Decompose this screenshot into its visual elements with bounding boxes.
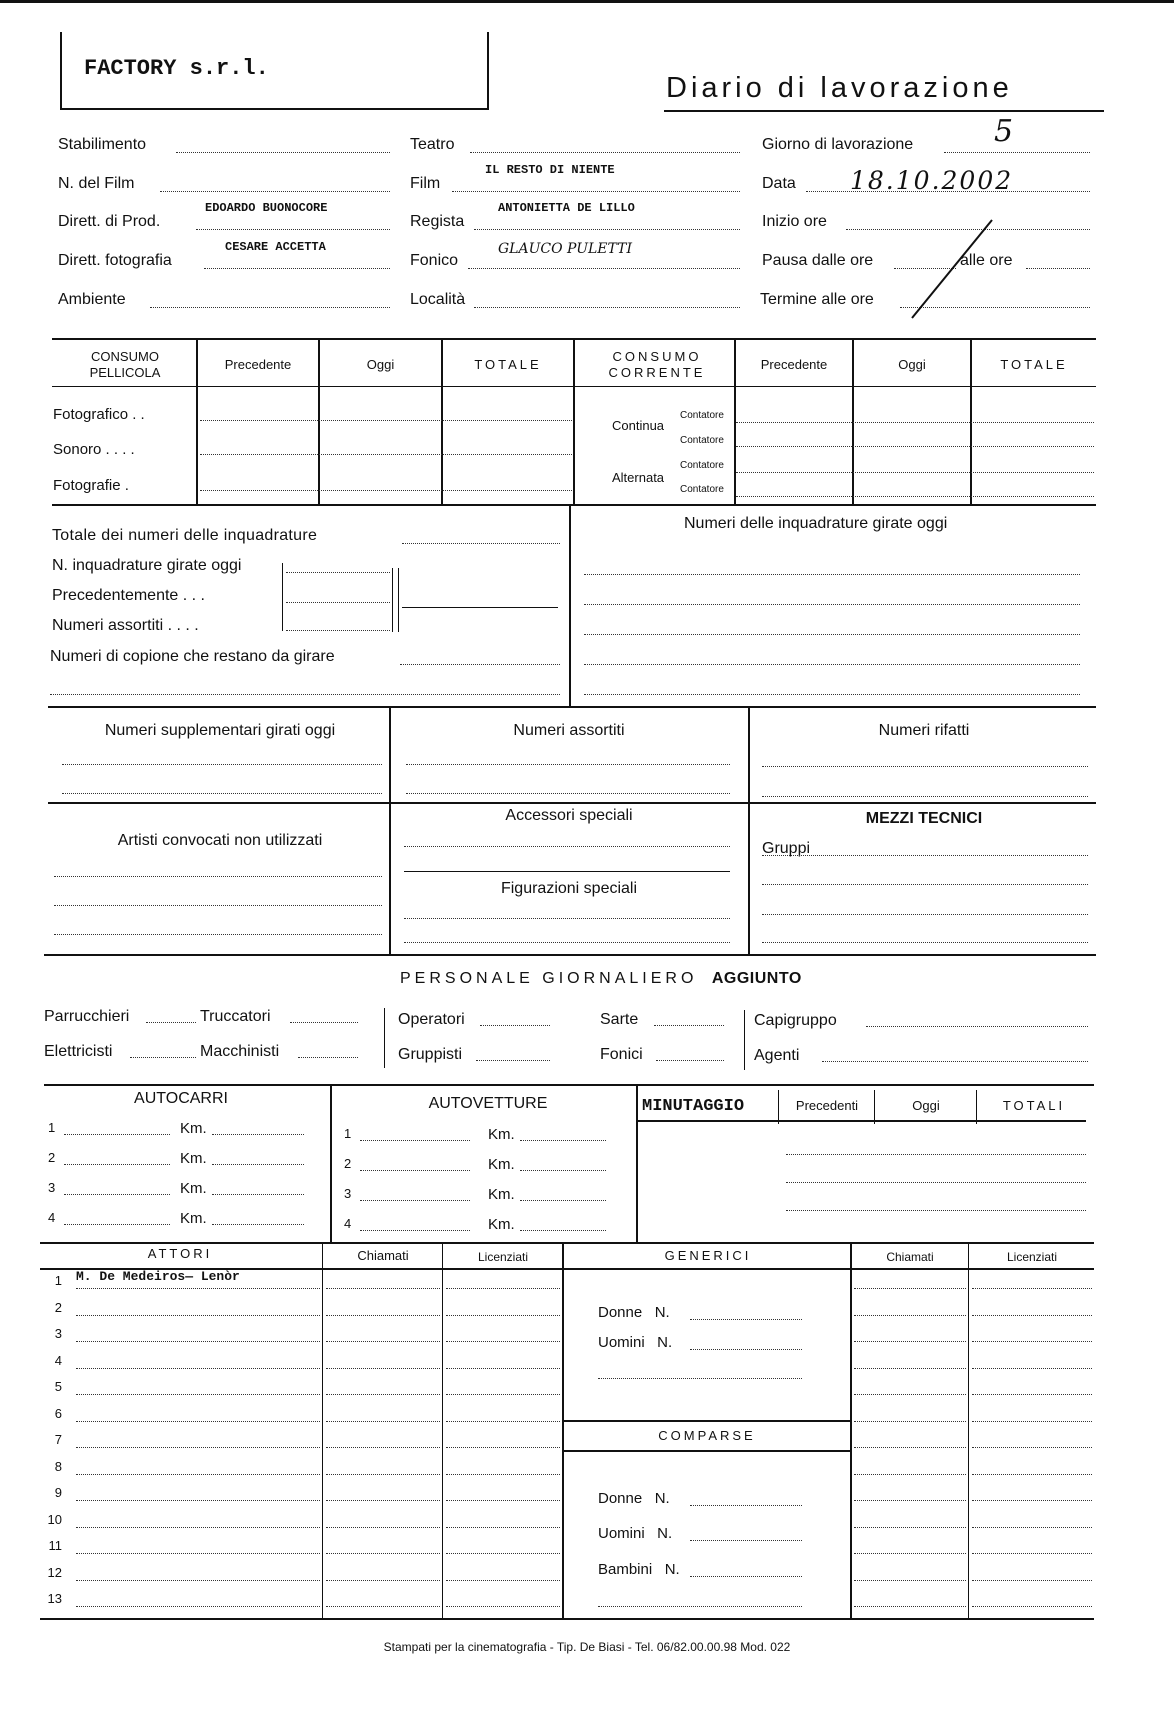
rifatti-line-2[interactable] bbox=[762, 796, 1088, 797]
ambiente-field[interactable] bbox=[150, 307, 390, 308]
autocarro-km-field-2[interactable] bbox=[212, 1164, 304, 1165]
attore-name-field[interactable] bbox=[76, 1474, 320, 1475]
personale-title bbox=[400, 970, 802, 988]
generici-divider-1 bbox=[850, 1242, 852, 1618]
pellicola-line-1[interactable] bbox=[200, 420, 572, 421]
autocarri-label: AUTOCARRI bbox=[134, 1090, 228, 1107]
attore-licenziati-field[interactable] bbox=[446, 1421, 560, 1422]
corrente-line-3[interactable] bbox=[736, 472, 1094, 473]
attori-col-licenziati: Licenziati bbox=[477, 1250, 529, 1264]
agenti-field[interactable] bbox=[822, 1061, 1088, 1062]
termine-label: Termine alle ore bbox=[760, 291, 874, 308]
totale-inquadrature-label: Totale dei numeri delle inquadrature bbox=[52, 527, 318, 544]
fonico-value: GLAUCO PULETTI bbox=[498, 241, 632, 257]
fonici-label: Fonici bbox=[600, 1046, 643, 1063]
minutaggio-line-1[interactable] bbox=[786, 1154, 1086, 1155]
autocarro-num-2: 2 bbox=[48, 1150, 56, 1165]
corrente-continua: Continua bbox=[612, 418, 665, 433]
section-divider-2 bbox=[748, 706, 750, 954]
title-underline bbox=[664, 110, 1104, 112]
corrente-line-2[interactable] bbox=[736, 446, 1094, 447]
accessori-divider bbox=[404, 871, 730, 872]
generici-chiamati-field[interactable] bbox=[854, 1394, 966, 1395]
autovettura-field-4[interactable] bbox=[360, 1230, 470, 1231]
attore-row-number: 5 bbox=[54, 1379, 62, 1394]
assortiti-line-2[interactable] bbox=[406, 793, 730, 794]
teatro-field[interactable] bbox=[470, 152, 740, 153]
veicoli-top-border bbox=[44, 1084, 1094, 1086]
attore-row-number: 7 bbox=[54, 1432, 62, 1447]
generici-licenziati-field[interactable] bbox=[972, 1315, 1092, 1316]
attore-chiamati-field[interactable] bbox=[326, 1527, 440, 1528]
supplementari-label: Numeri supplementari girati oggi bbox=[104, 722, 336, 739]
regista-field[interactable] bbox=[474, 229, 740, 230]
artisti-line-1[interactable] bbox=[54, 876, 382, 877]
alle-ore-field[interactable] bbox=[1026, 268, 1090, 269]
generici-chiamati-field[interactable] bbox=[854, 1553, 966, 1554]
comparse-donne-field[interactable] bbox=[690, 1505, 802, 1506]
agenti-label: Agenti bbox=[754, 1047, 800, 1064]
numeri-girate-line-5[interactable] bbox=[584, 694, 1080, 695]
figurazioni-line-2[interactable] bbox=[404, 942, 730, 943]
sarte-label: Sarte bbox=[600, 1011, 639, 1028]
operatori-label: Operatori bbox=[398, 1011, 465, 1028]
autocarro-field-4[interactable] bbox=[64, 1224, 170, 1225]
generici-uomini-field[interactable] bbox=[690, 1349, 802, 1350]
contatore-2: Contatore bbox=[680, 435, 724, 446]
attori-divider-2 bbox=[442, 1242, 443, 1618]
gruppi-label: Gruppi bbox=[762, 840, 811, 857]
generici-licenziati-field[interactable] bbox=[972, 1394, 1092, 1395]
attore-name-field[interactable] bbox=[76, 1394, 320, 1395]
attori-bottom-border bbox=[40, 1618, 1094, 1620]
attore-name-field[interactable] bbox=[76, 1288, 320, 1289]
minutaggio-col-oggi: Oggi bbox=[912, 1098, 940, 1113]
numeri-girate-line-4[interactable] bbox=[584, 664, 1080, 665]
assortiti-section-label: Numeri assortiti bbox=[513, 722, 625, 739]
autovetture-label: AUTOVETTURE bbox=[428, 1095, 548, 1112]
attore-licenziati-field[interactable] bbox=[446, 1288, 560, 1289]
regista-label: Regista bbox=[410, 213, 465, 230]
truccatori-label: Truccatori bbox=[200, 1008, 271, 1025]
generici-chiamati-field[interactable] bbox=[854, 1580, 966, 1581]
pellicola-line-3[interactable] bbox=[200, 490, 572, 491]
copione-label: Numeri di copione che restano da girare bbox=[50, 648, 335, 665]
generici-col-licenziati: Licenziati bbox=[1006, 1250, 1058, 1264]
numeri-girate-line-1[interactable] bbox=[584, 574, 1080, 575]
autovettura-km-2: Km. bbox=[488, 1156, 515, 1173]
comparse-title: COMPARSE bbox=[658, 1428, 756, 1443]
attore-licenziati-field[interactable] bbox=[446, 1447, 560, 1448]
autovettura-km-3: Km. bbox=[488, 1186, 515, 1203]
numeri-girate-oggi-label: Numeri delle inquadrature girate oggi bbox=[684, 515, 948, 532]
comparse-uomini-label: Uomini N. bbox=[598, 1525, 673, 1542]
generici-uomini-label: Uomini N. bbox=[598, 1334, 673, 1351]
attore-name-field[interactable] bbox=[76, 1606, 320, 1607]
attore-chiamati-field[interactable] bbox=[326, 1394, 440, 1395]
generici-donne-label: Donne N. bbox=[598, 1304, 670, 1321]
generici-licenziati-field[interactable] bbox=[972, 1500, 1092, 1501]
attore-row-number: 8 bbox=[54, 1459, 62, 1474]
attore-row-number: 4 bbox=[54, 1353, 62, 1368]
assortiti-label: Numeri assortiti . . . . bbox=[52, 617, 199, 634]
parrucchieri-label: Parrucchieri bbox=[44, 1008, 130, 1025]
generici-chiamati-field[interactable] bbox=[854, 1447, 966, 1448]
generici-chiamati-field[interactable] bbox=[854, 1315, 966, 1316]
autocarro-field-1[interactable] bbox=[64, 1134, 170, 1135]
dirett-foto-field[interactable] bbox=[204, 268, 390, 269]
gruppi-line-4[interactable] bbox=[762, 942, 1088, 943]
minutaggio-line-2[interactable] bbox=[786, 1182, 1086, 1183]
figurazioni-line-1[interactable] bbox=[404, 918, 730, 919]
accessori-label: Accessori speciali bbox=[505, 807, 633, 824]
generici-licenziati-field[interactable] bbox=[972, 1341, 1092, 1342]
dirett-prod-value: EDOARDO BUONOCORE bbox=[205, 201, 328, 215]
generici-chiamati-field[interactable] bbox=[854, 1288, 966, 1289]
generici-col-chiamati: Chiamati bbox=[886, 1250, 934, 1264]
comparse-top-border bbox=[562, 1420, 850, 1422]
sarte-field[interactable] bbox=[654, 1025, 724, 1026]
pellicola-row-sonoro: Sonoro . . . . bbox=[53, 441, 135, 458]
assortiti-field[interactable] bbox=[286, 630, 390, 631]
comparse-bambini-label: Bambini N. bbox=[598, 1561, 680, 1578]
autovettura-km-field-2[interactable] bbox=[520, 1170, 606, 1171]
attore-name-field[interactable] bbox=[76, 1368, 320, 1369]
girate-oggi-field[interactable] bbox=[286, 572, 390, 573]
attore-row-number: 2 bbox=[54, 1300, 62, 1315]
minutaggio-divider-3 bbox=[976, 1090, 977, 1124]
artisti-label: Artisti convocati non utilizzati bbox=[117, 832, 323, 849]
autocarro-field-2[interactable] bbox=[64, 1164, 170, 1165]
attore-1-name: M. De Medeiros— Lenòr bbox=[76, 1269, 240, 1284]
gruppi-line-1[interactable] bbox=[762, 855, 1088, 856]
rifatti-line-1[interactable] bbox=[762, 766, 1088, 767]
autovettura-km-field-3[interactable] bbox=[520, 1200, 606, 1201]
autovettura-km-4: Km. bbox=[488, 1216, 515, 1233]
copione-field-2[interactable] bbox=[50, 694, 560, 695]
attori-top-border bbox=[40, 1242, 1094, 1244]
attori-divider-1 bbox=[322, 1242, 323, 1618]
autocarro-km-2: Km. bbox=[180, 1150, 207, 1167]
assortiti-line-1[interactable] bbox=[406, 764, 730, 765]
consumo-divider-4 bbox=[573, 338, 575, 504]
contatore-1: Contatore bbox=[680, 410, 724, 421]
dirett-foto-label: Dirett. fotografia bbox=[58, 252, 172, 269]
minutaggio-title: MINUTAGGIO bbox=[642, 1097, 745, 1116]
supplementari-line-1[interactable] bbox=[62, 764, 382, 765]
generici-divider-2 bbox=[968, 1242, 969, 1618]
gruppi-line-3[interactable] bbox=[762, 914, 1088, 915]
autocarro-field-3[interactable] bbox=[64, 1194, 170, 1195]
giorno-field[interactable] bbox=[944, 152, 1090, 153]
inquadrature-bottom-border bbox=[48, 706, 1096, 708]
attore-licenziati-field[interactable] bbox=[446, 1368, 560, 1369]
attore-licenziati-field[interactable] bbox=[446, 1500, 560, 1501]
attore-licenziati-field[interactable] bbox=[446, 1394, 560, 1395]
section-mid-border bbox=[48, 802, 1096, 804]
consumo-corrente-header: CONSUMO CORRENTE bbox=[608, 349, 706, 380]
corrente-col-totale: TOTALE bbox=[1000, 357, 1068, 372]
attore-chiamati-field[interactable] bbox=[326, 1606, 440, 1607]
veicoli-divider-1 bbox=[330, 1084, 332, 1242]
veicoli-divider-2 bbox=[636, 1084, 638, 1242]
supplementari-line-2[interactable] bbox=[62, 793, 382, 794]
section-divider-1 bbox=[389, 706, 391, 954]
autovettura-num-1: 1 bbox=[344, 1126, 352, 1141]
generici-licenziati-field[interactable] bbox=[972, 1553, 1092, 1554]
minutaggio-line-3[interactable] bbox=[786, 1210, 1086, 1211]
personale-title-text: PERSONALE GIORNALIERO bbox=[400, 970, 698, 987]
stabilimento-label: Stabilimento bbox=[58, 136, 147, 153]
generici-title: GENERICI bbox=[664, 1248, 752, 1263]
attore-chiamati-field[interactable] bbox=[326, 1553, 440, 1554]
comparse-donne-label: Donne N. bbox=[598, 1490, 670, 1507]
contatore-4: Contatore bbox=[680, 484, 724, 495]
attore-name-field[interactable] bbox=[76, 1421, 320, 1422]
operatori-field[interactable] bbox=[480, 1025, 550, 1026]
attore-licenziati-field[interactable] bbox=[446, 1315, 560, 1316]
macchinisti-field[interactable] bbox=[298, 1057, 358, 1058]
autocarro-km-field-4[interactable] bbox=[212, 1224, 304, 1225]
attore-name-field[interactable] bbox=[76, 1341, 320, 1342]
totale-inquadrature-field[interactable] bbox=[402, 543, 560, 544]
gruppi-line-2[interactable] bbox=[762, 884, 1088, 885]
generici-extra-field[interactable] bbox=[598, 1378, 802, 1379]
attore-chiamati-field[interactable] bbox=[326, 1288, 440, 1289]
attore-licenziati-field[interactable] bbox=[446, 1474, 560, 1475]
numeri-girate-line-3[interactable] bbox=[584, 634, 1080, 635]
n-film-field[interactable] bbox=[160, 191, 390, 192]
somma-field[interactable] bbox=[402, 607, 558, 608]
rifatti-label: Numeri rifatti bbox=[878, 722, 970, 739]
ambiente-label: Ambiente bbox=[58, 291, 126, 308]
attore-chiamati-field[interactable] bbox=[326, 1500, 440, 1501]
autocarro-num-1: 1 bbox=[48, 1120, 56, 1135]
attore-row-number: 6 bbox=[54, 1406, 62, 1421]
autovettura-field-3[interactable] bbox=[360, 1200, 470, 1201]
section-bottom-border bbox=[44, 954, 1096, 956]
autovettura-km-1: Km. bbox=[488, 1126, 515, 1143]
inquadrature-divider bbox=[569, 504, 571, 706]
consumo-bottom-border bbox=[52, 504, 1096, 506]
copione-field[interactable] bbox=[400, 664, 560, 665]
bracket-right-2 bbox=[398, 568, 399, 632]
footer-text: Stampati per la cinematografia - Tip. De Biasi - Tel. 06/82.00.00.98 Mod. 022 bbox=[383, 1640, 791, 1654]
generici-licenziati-field[interactable] bbox=[972, 1527, 1092, 1528]
company-name: FACTORY s.r.l. bbox=[84, 56, 269, 81]
comparse-header-line bbox=[562, 1450, 850, 1452]
minutaggio-header-line bbox=[636, 1120, 1086, 1122]
girate-oggi-label: N. inquadrature girate oggi bbox=[52, 557, 242, 574]
autovettura-num-4: 4 bbox=[344, 1216, 352, 1231]
attore-name-field[interactable] bbox=[76, 1447, 320, 1448]
parrucchieri-field[interactable] bbox=[146, 1022, 196, 1023]
generici-chiamati-field[interactable] bbox=[854, 1527, 966, 1528]
bracket-left bbox=[282, 563, 283, 631]
precedentemente-label: Precedentemente . . . bbox=[52, 587, 205, 604]
regista-value: ANTONIETTA DE LILLO bbox=[498, 201, 635, 215]
dirett-foto-value: CESARE ACCETTA bbox=[225, 240, 326, 254]
autocarro-km-1: Km. bbox=[180, 1120, 207, 1137]
artisti-line-3[interactable] bbox=[54, 934, 382, 935]
gruppisti-label: Gruppisti bbox=[398, 1046, 463, 1063]
attore-row-number: 1 bbox=[54, 1273, 62, 1288]
attore-row-number: 13 bbox=[47, 1591, 62, 1606]
truccatori-field[interactable] bbox=[290, 1022, 358, 1023]
precedentemente-field[interactable] bbox=[286, 602, 390, 603]
generici-chiamati-field[interactable] bbox=[854, 1474, 966, 1475]
gruppisti-field[interactable] bbox=[476, 1060, 550, 1061]
attore-chiamati-field[interactable] bbox=[326, 1447, 440, 1448]
generici-licenziati-field[interactable] bbox=[972, 1288, 1092, 1289]
fonico-field[interactable] bbox=[468, 268, 740, 269]
generici-chiamati-field[interactable] bbox=[854, 1368, 966, 1369]
top-border bbox=[0, 0, 1174, 3]
comparse-extra-field[interactable] bbox=[598, 1606, 802, 1607]
autovettura-field-2[interactable] bbox=[360, 1170, 470, 1171]
autovettura-km-field-1[interactable] bbox=[520, 1140, 606, 1141]
minutaggio-divider-2 bbox=[874, 1090, 875, 1124]
numeri-girate-line-2[interactable] bbox=[584, 604, 1080, 605]
pellicola-col-oggi: Oggi bbox=[366, 357, 395, 372]
autovettura-num-2: 2 bbox=[344, 1156, 352, 1171]
giorno-label: Giorno di lavorazione bbox=[762, 136, 914, 153]
stabilimento-field[interactable] bbox=[176, 152, 390, 153]
consumo-pellicola-header: CONSUMO PELLICOLA bbox=[89, 349, 161, 380]
pellicola-col-precedente: Precedente bbox=[224, 357, 292, 372]
accessori-line-1[interactable] bbox=[404, 846, 730, 847]
pellicola-row-fotografico: Fotografico . . bbox=[53, 406, 145, 423]
mezzi-tecnici-label: MEZZI TECNICI bbox=[865, 810, 983, 827]
corrente-col-oggi: Oggi bbox=[898, 357, 926, 372]
giorno-value: 5 bbox=[994, 114, 1014, 149]
attore-name-field[interactable] bbox=[76, 1315, 320, 1316]
generici-chiamati-field[interactable] bbox=[854, 1500, 966, 1501]
corrente-col-precedente: Precedente bbox=[760, 357, 828, 372]
autocarro-num-3: 3 bbox=[48, 1180, 56, 1195]
attore-row-number: 12 bbox=[47, 1565, 62, 1580]
attore-name-field[interactable] bbox=[76, 1527, 320, 1528]
attore-name-field[interactable] bbox=[76, 1580, 320, 1581]
alle-ore-label: alle ore bbox=[960, 252, 1013, 269]
corrente-line-1[interactable] bbox=[736, 422, 1094, 423]
generici-donne-field[interactable] bbox=[690, 1319, 802, 1320]
comparse-uomini-field[interactable] bbox=[690, 1540, 802, 1541]
corrente-alternata: Alternata bbox=[612, 470, 665, 485]
attori-title: ATTORI bbox=[147, 1246, 213, 1261]
minutaggio-divider-1 bbox=[778, 1090, 779, 1124]
pellicola-line-2[interactable] bbox=[200, 454, 572, 455]
attori-col-chiamati: Chiamati bbox=[357, 1248, 409, 1263]
attore-row-number: 9 bbox=[54, 1485, 62, 1500]
fonici-field[interactable] bbox=[656, 1060, 724, 1061]
inizio-label: Inizio ore bbox=[762, 213, 827, 230]
corrente-line-4[interactable] bbox=[736, 496, 1094, 497]
comparse-bambini-field[interactable] bbox=[690, 1576, 802, 1577]
attore-row-number: 11 bbox=[48, 1538, 62, 1553]
localita-label: Località bbox=[410, 291, 466, 308]
attore-name-field[interactable] bbox=[76, 1500, 320, 1501]
autovettura-num-3: 3 bbox=[344, 1186, 352, 1201]
attore-licenziati-field[interactable] bbox=[446, 1553, 560, 1554]
pellicola-col-totale: TOTALE bbox=[474, 357, 542, 372]
personale-title-bold: AGGIUNTO bbox=[711, 970, 802, 987]
attore-chiamati-field[interactable] bbox=[326, 1368, 440, 1369]
film-value: IL RESTO DI NIENTE bbox=[485, 163, 615, 177]
attore-licenziati-field[interactable] bbox=[446, 1341, 560, 1342]
elettricisti-label: Elettricisti bbox=[44, 1043, 113, 1060]
personale-divider-1 bbox=[384, 1008, 385, 1068]
attore-row-number: 10 bbox=[47, 1512, 62, 1527]
autovettura-field-1[interactable] bbox=[360, 1140, 470, 1141]
teatro-label: Teatro bbox=[410, 136, 455, 153]
attore-chiamati-field[interactable] bbox=[326, 1315, 440, 1316]
generici-chiamati-field[interactable] bbox=[854, 1606, 966, 1607]
film-field[interactable] bbox=[452, 191, 740, 192]
autocarro-km-3: Km. bbox=[180, 1180, 207, 1197]
pellicola-row-fotografie: Fotografie . bbox=[53, 477, 129, 494]
attore-chiamati-field[interactable] bbox=[326, 1580, 440, 1581]
attore-licenziati-field[interactable] bbox=[446, 1527, 560, 1528]
generici-licenziati-field[interactable] bbox=[972, 1447, 1092, 1448]
handwritten-slash bbox=[900, 214, 1000, 324]
elettricisti-field[interactable] bbox=[130, 1057, 196, 1058]
dirett-prod-field[interactable] bbox=[196, 229, 390, 230]
form-title: Diario di lavorazione bbox=[666, 72, 1013, 104]
minutaggio-col-totali: TOTALI bbox=[1002, 1098, 1066, 1113]
attore-chiamati-field[interactable] bbox=[326, 1421, 440, 1422]
generici-licenziati-field[interactable] bbox=[972, 1421, 1092, 1422]
film-label: Film bbox=[410, 175, 441, 192]
generici-licenziati-field[interactable] bbox=[972, 1580, 1092, 1581]
personale-divider-2 bbox=[744, 1010, 745, 1070]
generici-licenziati-field[interactable] bbox=[972, 1474, 1092, 1475]
data-value: 18.10.2002 bbox=[850, 166, 1014, 195]
pausa-label: Pausa dalle ore bbox=[762, 252, 874, 269]
figurazioni-label: Figurazioni speciali bbox=[500, 880, 638, 897]
attore-name-field[interactable] bbox=[76, 1553, 320, 1554]
autocarro-km-4: Km. bbox=[180, 1210, 207, 1227]
bracket-right bbox=[392, 568, 393, 632]
attore-row-number: 3 bbox=[54, 1326, 62, 1341]
localita-field[interactable] bbox=[474, 307, 740, 308]
autocarro-km-field-3[interactable] bbox=[212, 1194, 304, 1195]
contatore-3: Contatore bbox=[680, 460, 724, 471]
minutaggio-col-precedenti: Precedenti bbox=[795, 1098, 859, 1113]
capigruppo-field[interactable] bbox=[866, 1026, 1088, 1027]
attore-chiamati-field[interactable] bbox=[326, 1474, 440, 1475]
generici-chiamati-field[interactable] bbox=[854, 1421, 966, 1422]
autovettura-km-field-4[interactable] bbox=[520, 1230, 606, 1231]
fonico-label: Fonico bbox=[410, 252, 459, 269]
attore-licenziati-field[interactable] bbox=[446, 1606, 560, 1607]
macchinisti-label: Macchinisti bbox=[200, 1043, 280, 1060]
autocarro-km-field-1[interactable] bbox=[212, 1134, 304, 1135]
attore-chiamati-field[interactable] bbox=[326, 1341, 440, 1342]
generici-chiamati-field[interactable] bbox=[854, 1341, 966, 1342]
autocarro-num-4: 4 bbox=[48, 1210, 56, 1225]
attore-licenziati-field[interactable] bbox=[446, 1580, 560, 1581]
generici-licenziati-field[interactable] bbox=[972, 1368, 1092, 1369]
n-film-label: N. del Film bbox=[58, 175, 135, 192]
generici-licenziati-field[interactable] bbox=[972, 1606, 1092, 1607]
dirett-prod-label: Dirett. di Prod. bbox=[58, 213, 161, 230]
data-label: Data bbox=[762, 175, 796, 192]
artisti-line-2[interactable] bbox=[54, 905, 382, 906]
capigruppo-label: Capigruppo bbox=[754, 1012, 837, 1029]
